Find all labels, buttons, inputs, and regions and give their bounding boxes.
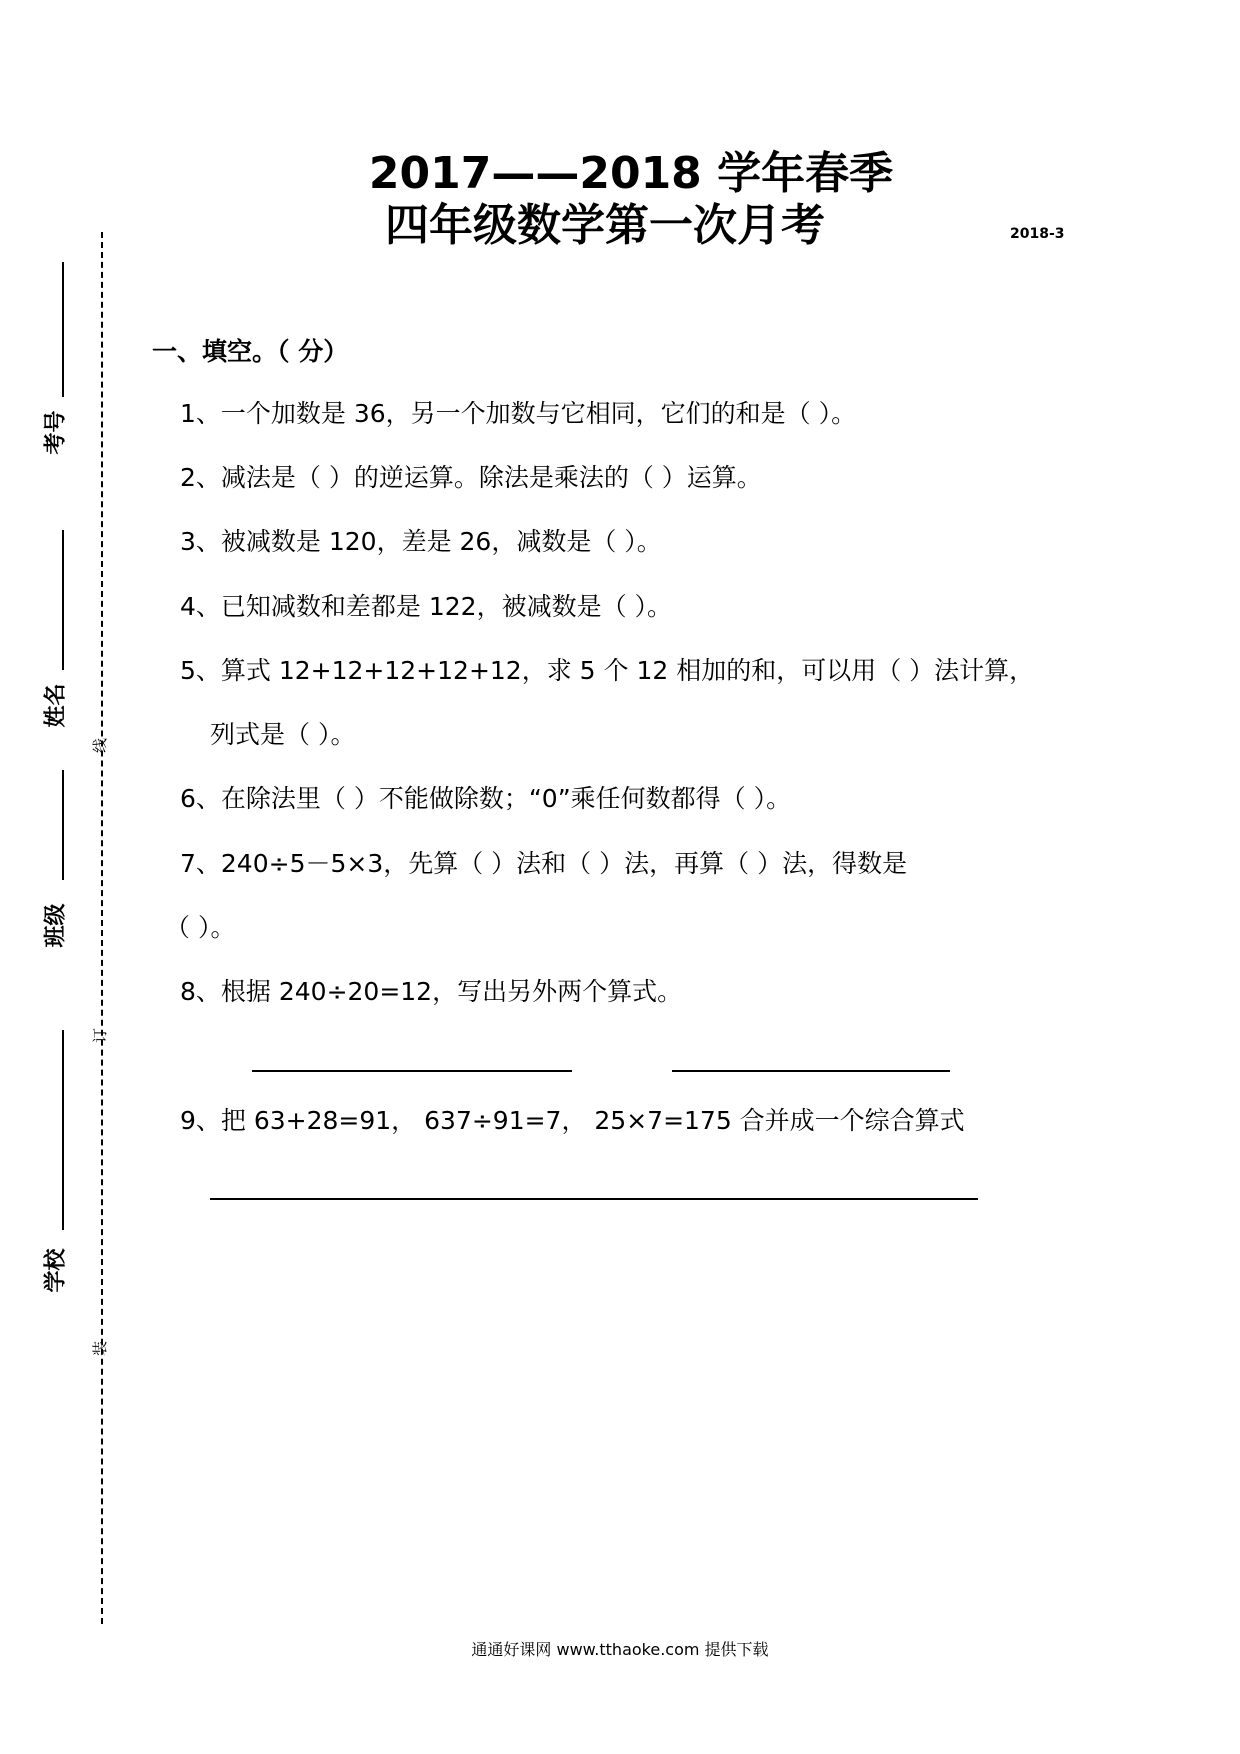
question-8: 8、根据 240÷20=12，写出另外两个算式。 [180,977,683,1006]
exam-title-line1: 2017——2018 学年春季 [368,148,894,199]
school-line [62,1030,64,1230]
question-7-continued: （ ）。 [165,913,236,942]
exam-title-line2: 四年级数学第一次月考 [385,200,825,251]
exam-number-label: 考号 [43,410,69,455]
question-4: 4、已知减数和差都是 122，被减数是（ ）。 [180,592,673,621]
question-1: 1、一个加数是 36，另一个加数与它相同，它们的和是（ ）。 [180,399,857,428]
answer-line-8a [252,1070,572,1072]
binding-char-ding: 订 [91,1027,110,1044]
name-label: 姓名 [43,683,69,728]
question-6: 6、在除法里（ ）不能做除数；“0”乘任何数都得（ ）。 [180,784,792,813]
question-3: 3、被减数是 120，差是 26，减数是（ ）。 [180,527,662,556]
name-line [62,530,64,670]
footer-credit: 通通好课网 www.tthaoke.com 提供下载 [471,1640,769,1659]
question-7: 7、240÷5－5×3，先算（ ）法和（ ）法，再算（ ）法，得数是 [180,849,908,878]
answer-line-9 [210,1198,978,1200]
question-9: 9、把 63+28=91， 637÷91=7， 25×7=175 合并成一个综合算式 [180,1106,965,1135]
exam-date: 2018-3 [1010,226,1065,242]
section-title: 一、填空。（ 分） [152,337,349,366]
question-5: 5、算式 12+12+12+12+12，求 5 个 12 相加的和，可以用（ ）法计算， [180,656,1035,685]
class-line [62,770,64,880]
binding-char-xian: 线 [91,737,110,754]
question-2: 2、减法是（ ）的逆运算。除法是乘法的（ ）运算。 [180,463,762,492]
class-label: 班级 [43,903,69,948]
binding-char-zhuang: 装 [91,1340,110,1357]
school-label: 学校 [43,1248,69,1293]
question-5-continued: 列式是（ ）。 [210,720,356,749]
binding-dashed-line [101,232,103,1624]
exam-number-line [62,262,64,397]
answer-line-8b [672,1070,950,1072]
